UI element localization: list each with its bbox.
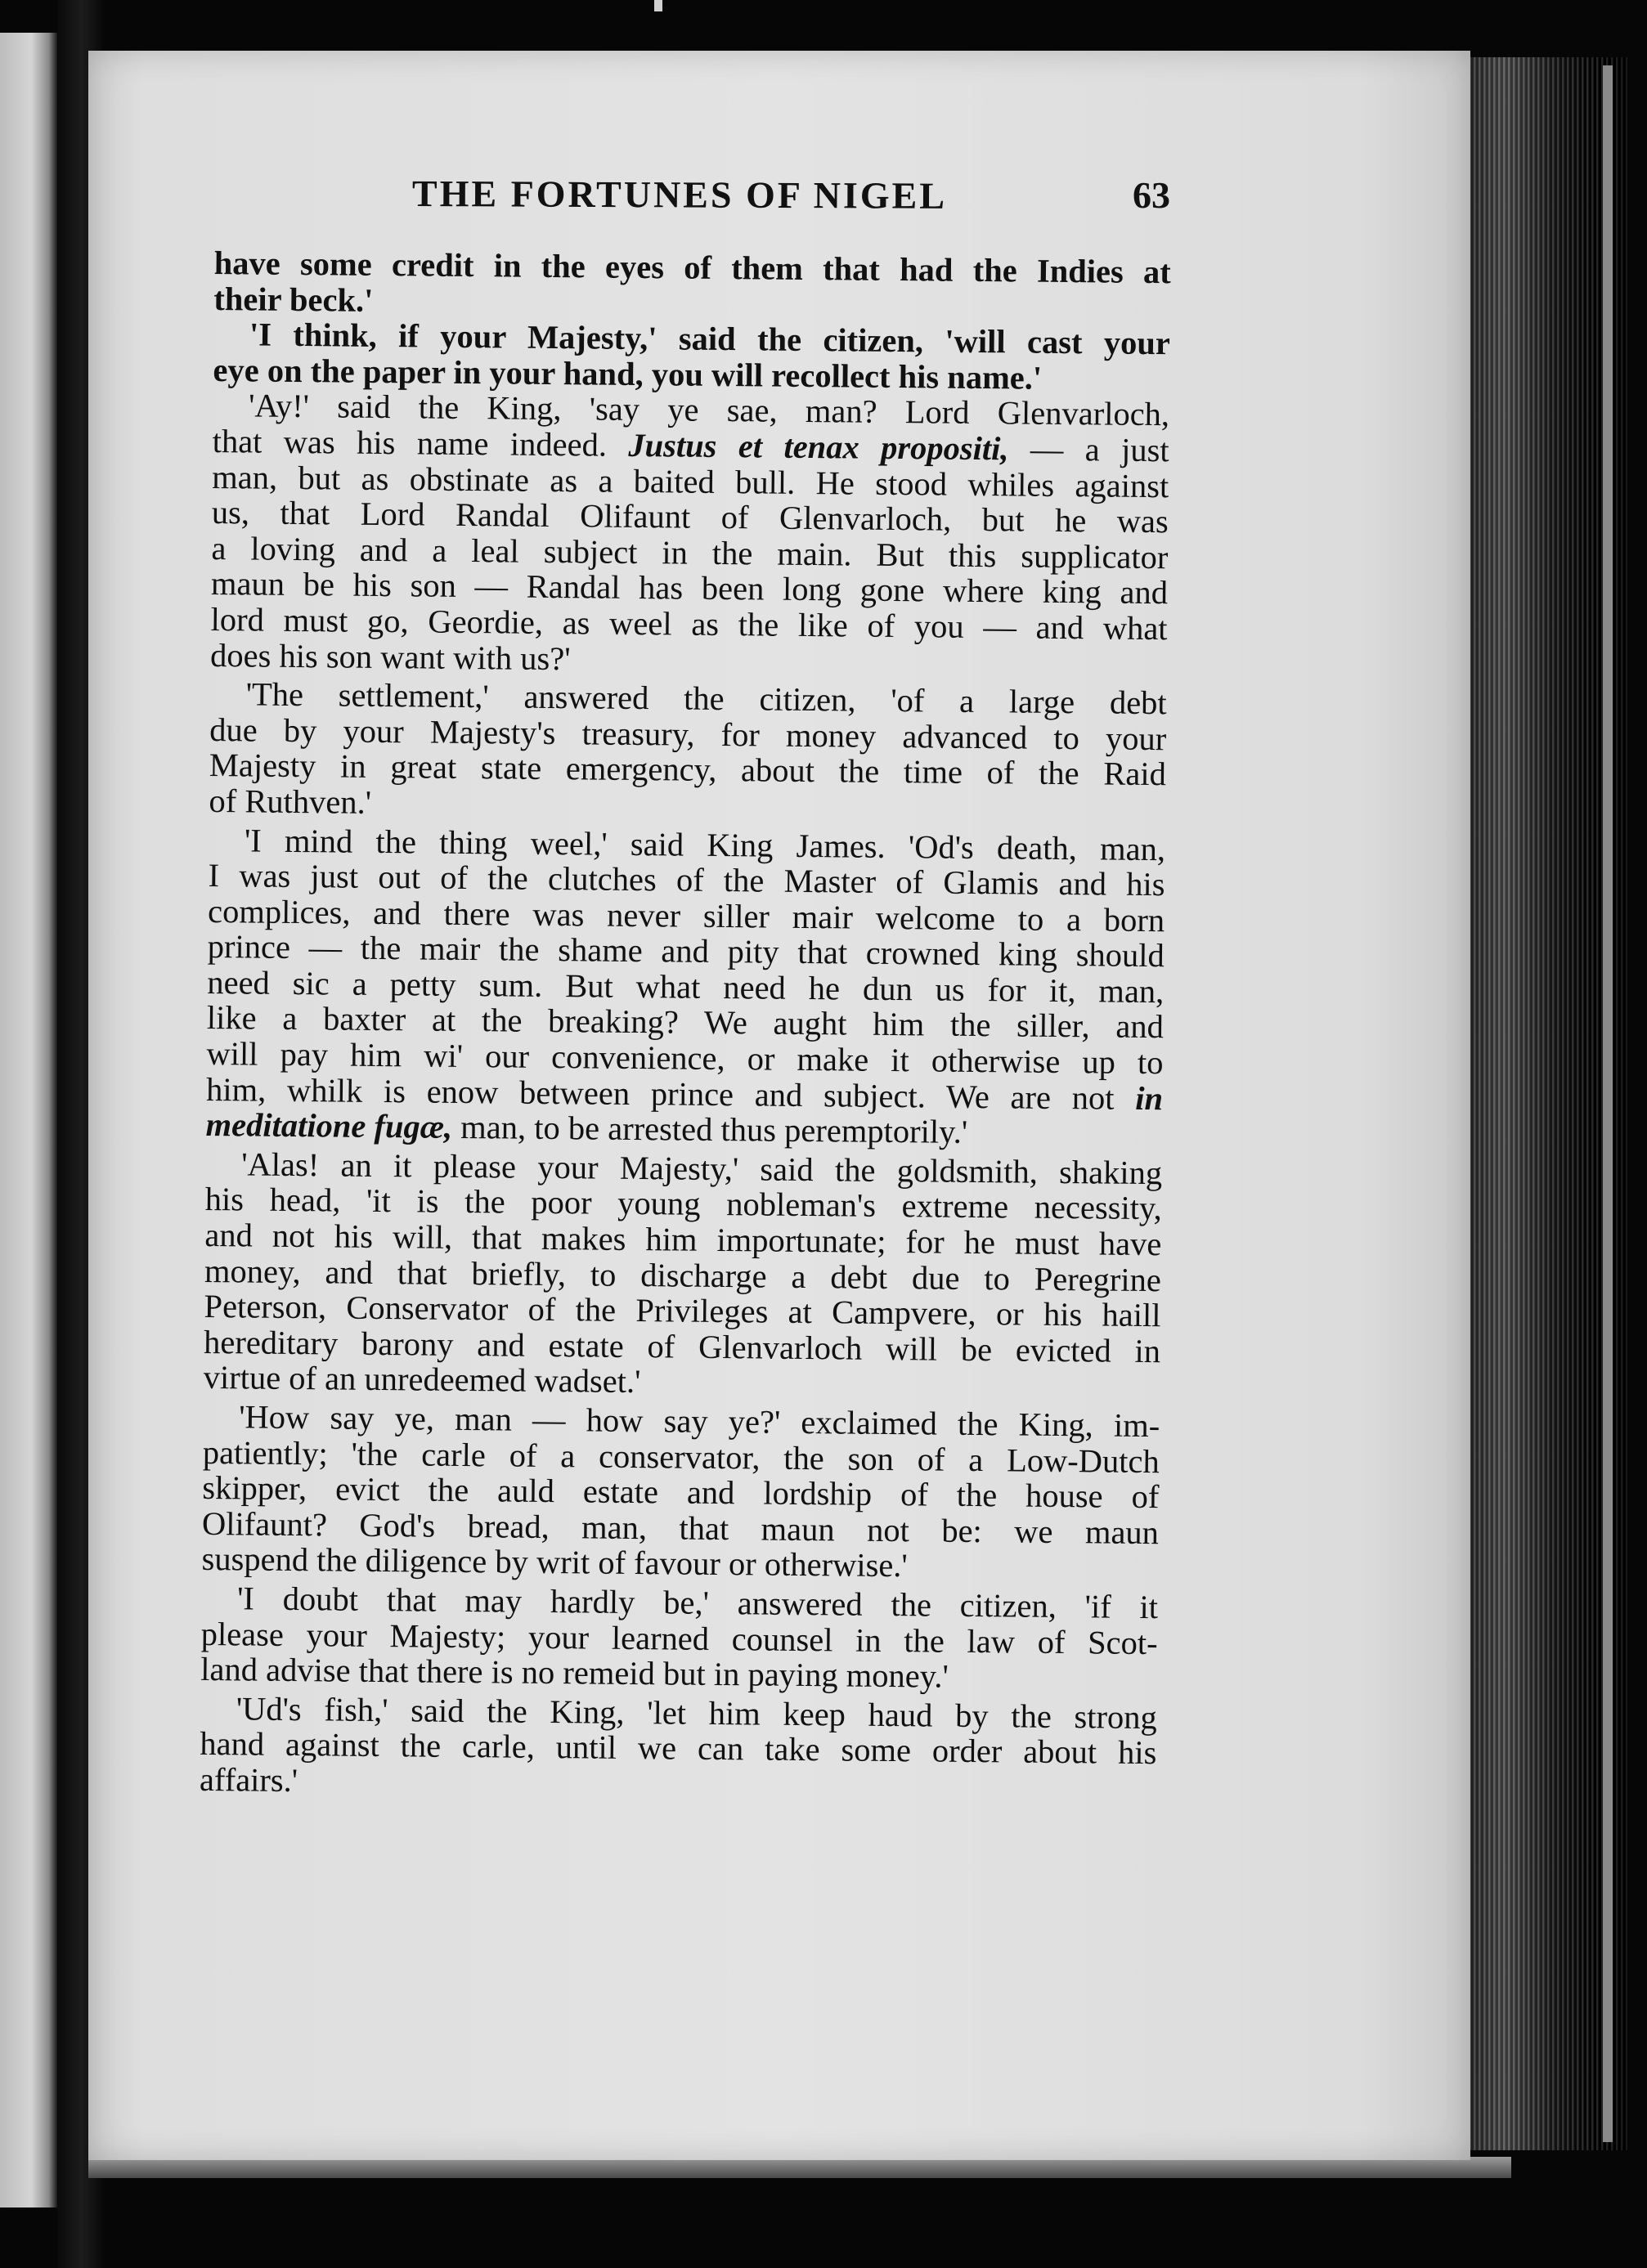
text-line: 'The settlement,' answered the citizen, 'of a large debt [245, 675, 1167, 722]
text-line: 'I think, if your Majesty,' said the citizen, 'will cast your [249, 316, 1171, 362]
text-line: 'Alas! an it please your Majesty,' said the goldsmith, shaking [240, 1145, 1163, 1192]
text-line: 'Ay!' said the King, 'say ye sae, man? Lord Glenvarloch, [248, 387, 1170, 433]
text-line: need sic a petty sum. But what need he dun us for it, man, [207, 963, 1165, 1011]
text-line: will pay him wi' our convenience, or make it otherwise up to [206, 1035, 1164, 1082]
paragraph [205, 822, 1165, 1152]
text-line: and not his will, that makes him importunate; for he must have [204, 1216, 1162, 1263]
text-line: patiently; 'the carle of a conservator, the son of a Low-Dutch [202, 1433, 1160, 1480]
paragraph [201, 1399, 1160, 1586]
latin-phrase: in [1135, 1079, 1164, 1117]
text-line: virtue of an unredeemed wadset.' [203, 1359, 641, 1401]
text-line: his head, 'it is the poor young nobleman's extreme necessity, [204, 1181, 1162, 1227]
text-line: skipper, evict the auld estate and lordship of the house of [202, 1469, 1160, 1516]
text-line: of Ruthven.' [209, 782, 372, 821]
text-line: hereditary barony and estate of Glenvarloch will be evicted in [203, 1323, 1161, 1369]
text-line: Peterson, Conservator of the Privileges at Campvere, or his haill [204, 1288, 1161, 1334]
text-segment: that was his name indeed. [212, 422, 608, 464]
body-text [200, 245, 1171, 1807]
text-line: their beck.' [213, 280, 374, 319]
text-line: eye on the paper in your hand, you will recollect his name.' [213, 351, 1043, 397]
text-line: land advise that there is no remeid but in paying money.' [200, 1651, 949, 1695]
text-line: 'Ud's fish,' said the King, 'let him keep haud by the strong [236, 1690, 1157, 1736]
text-line: Majesty in great state emergency, about the time of the Raid [209, 746, 1167, 793]
text-line: a loving and a leal subject in the main. But this supplicator [211, 529, 1169, 576]
text-line: suspend the diligence by writ of favour or otherwise.' [201, 1540, 908, 1584]
text-line: 'I mind the thing weel,' said King James. 'Od's death, man, [244, 821, 1166, 867]
text-line: complices, and there was never siller mair welcome to a born [207, 892, 1165, 939]
text-segment: — a just [1030, 430, 1169, 469]
text-line: due by your Majesty's treasury, for money advanced to your [209, 710, 1167, 757]
running-title: THE FORTUNES OF NIGEL [411, 172, 948, 217]
paragraph [203, 1146, 1162, 1405]
text-line: affairs.' [199, 1760, 298, 1800]
previous-page-edge [0, 33, 57, 2207]
text-line: hand against the carle, until we can take some order about his [200, 1725, 1157, 1772]
latin-phrase: Justus et tenax propositi, [628, 426, 1009, 468]
text-line: money, and that briefly, to discharge a debt due to Peregrine [204, 1252, 1162, 1298]
paragraph [213, 245, 1171, 325]
text-line: I was just out of the clutches of the Master of Glamis and his [208, 857, 1165, 903]
paragraph [200, 1580, 1158, 1697]
text-line: us, that Lord Randal Olifaunt of Glenvarloch, but he was [211, 494, 1169, 540]
latin-phrase: meditatione fugæ, [205, 1106, 453, 1146]
text-segment: him, whilk is enow between prince and subject. We are not [205, 1070, 1115, 1117]
text-line: does his son want with us?' [209, 636, 571, 677]
text-line: 'How say ye, man — how say ye?' exclaimed the King, im- [239, 1398, 1160, 1445]
text-line: Olifaunt? God's bread, man, that maun not be: we maun [201, 1504, 1160, 1551]
page-number: 63 [1133, 174, 1170, 216]
paragraph [213, 316, 1170, 397]
fore-edge-highlight [1603, 65, 1613, 2142]
scan-speck [654, 0, 662, 11]
text-line: have some credit in the eyes of them that had the Indies at [213, 244, 1171, 291]
text-line: man, but as obstinate as a baited bull. He stood whiles against [212, 458, 1169, 504]
text-line: maun be his son — Randal has been long gone where king and [210, 565, 1169, 612]
text-line: like a baxter at the breaking? We aught him the siller, and [206, 999, 1165, 1046]
paragraph [210, 388, 1169, 682]
text-line: prince — the mair the shame and pity that crowned king should [207, 928, 1165, 975]
paragraph [200, 1691, 1157, 1807]
text-segment: man, to be arrested thus peremptorily.' [460, 1109, 968, 1151]
paragraph [209, 676, 1167, 828]
text-line: please your Majesty; your learned counsel in the law of Scot- [200, 1615, 1158, 1661]
text-line: 'I doubt that may hardly be,' answered the citizen, 'if it [236, 1580, 1159, 1626]
text-line: lord must go, Geordie, as weel as the like of you — and what [210, 600, 1168, 648]
